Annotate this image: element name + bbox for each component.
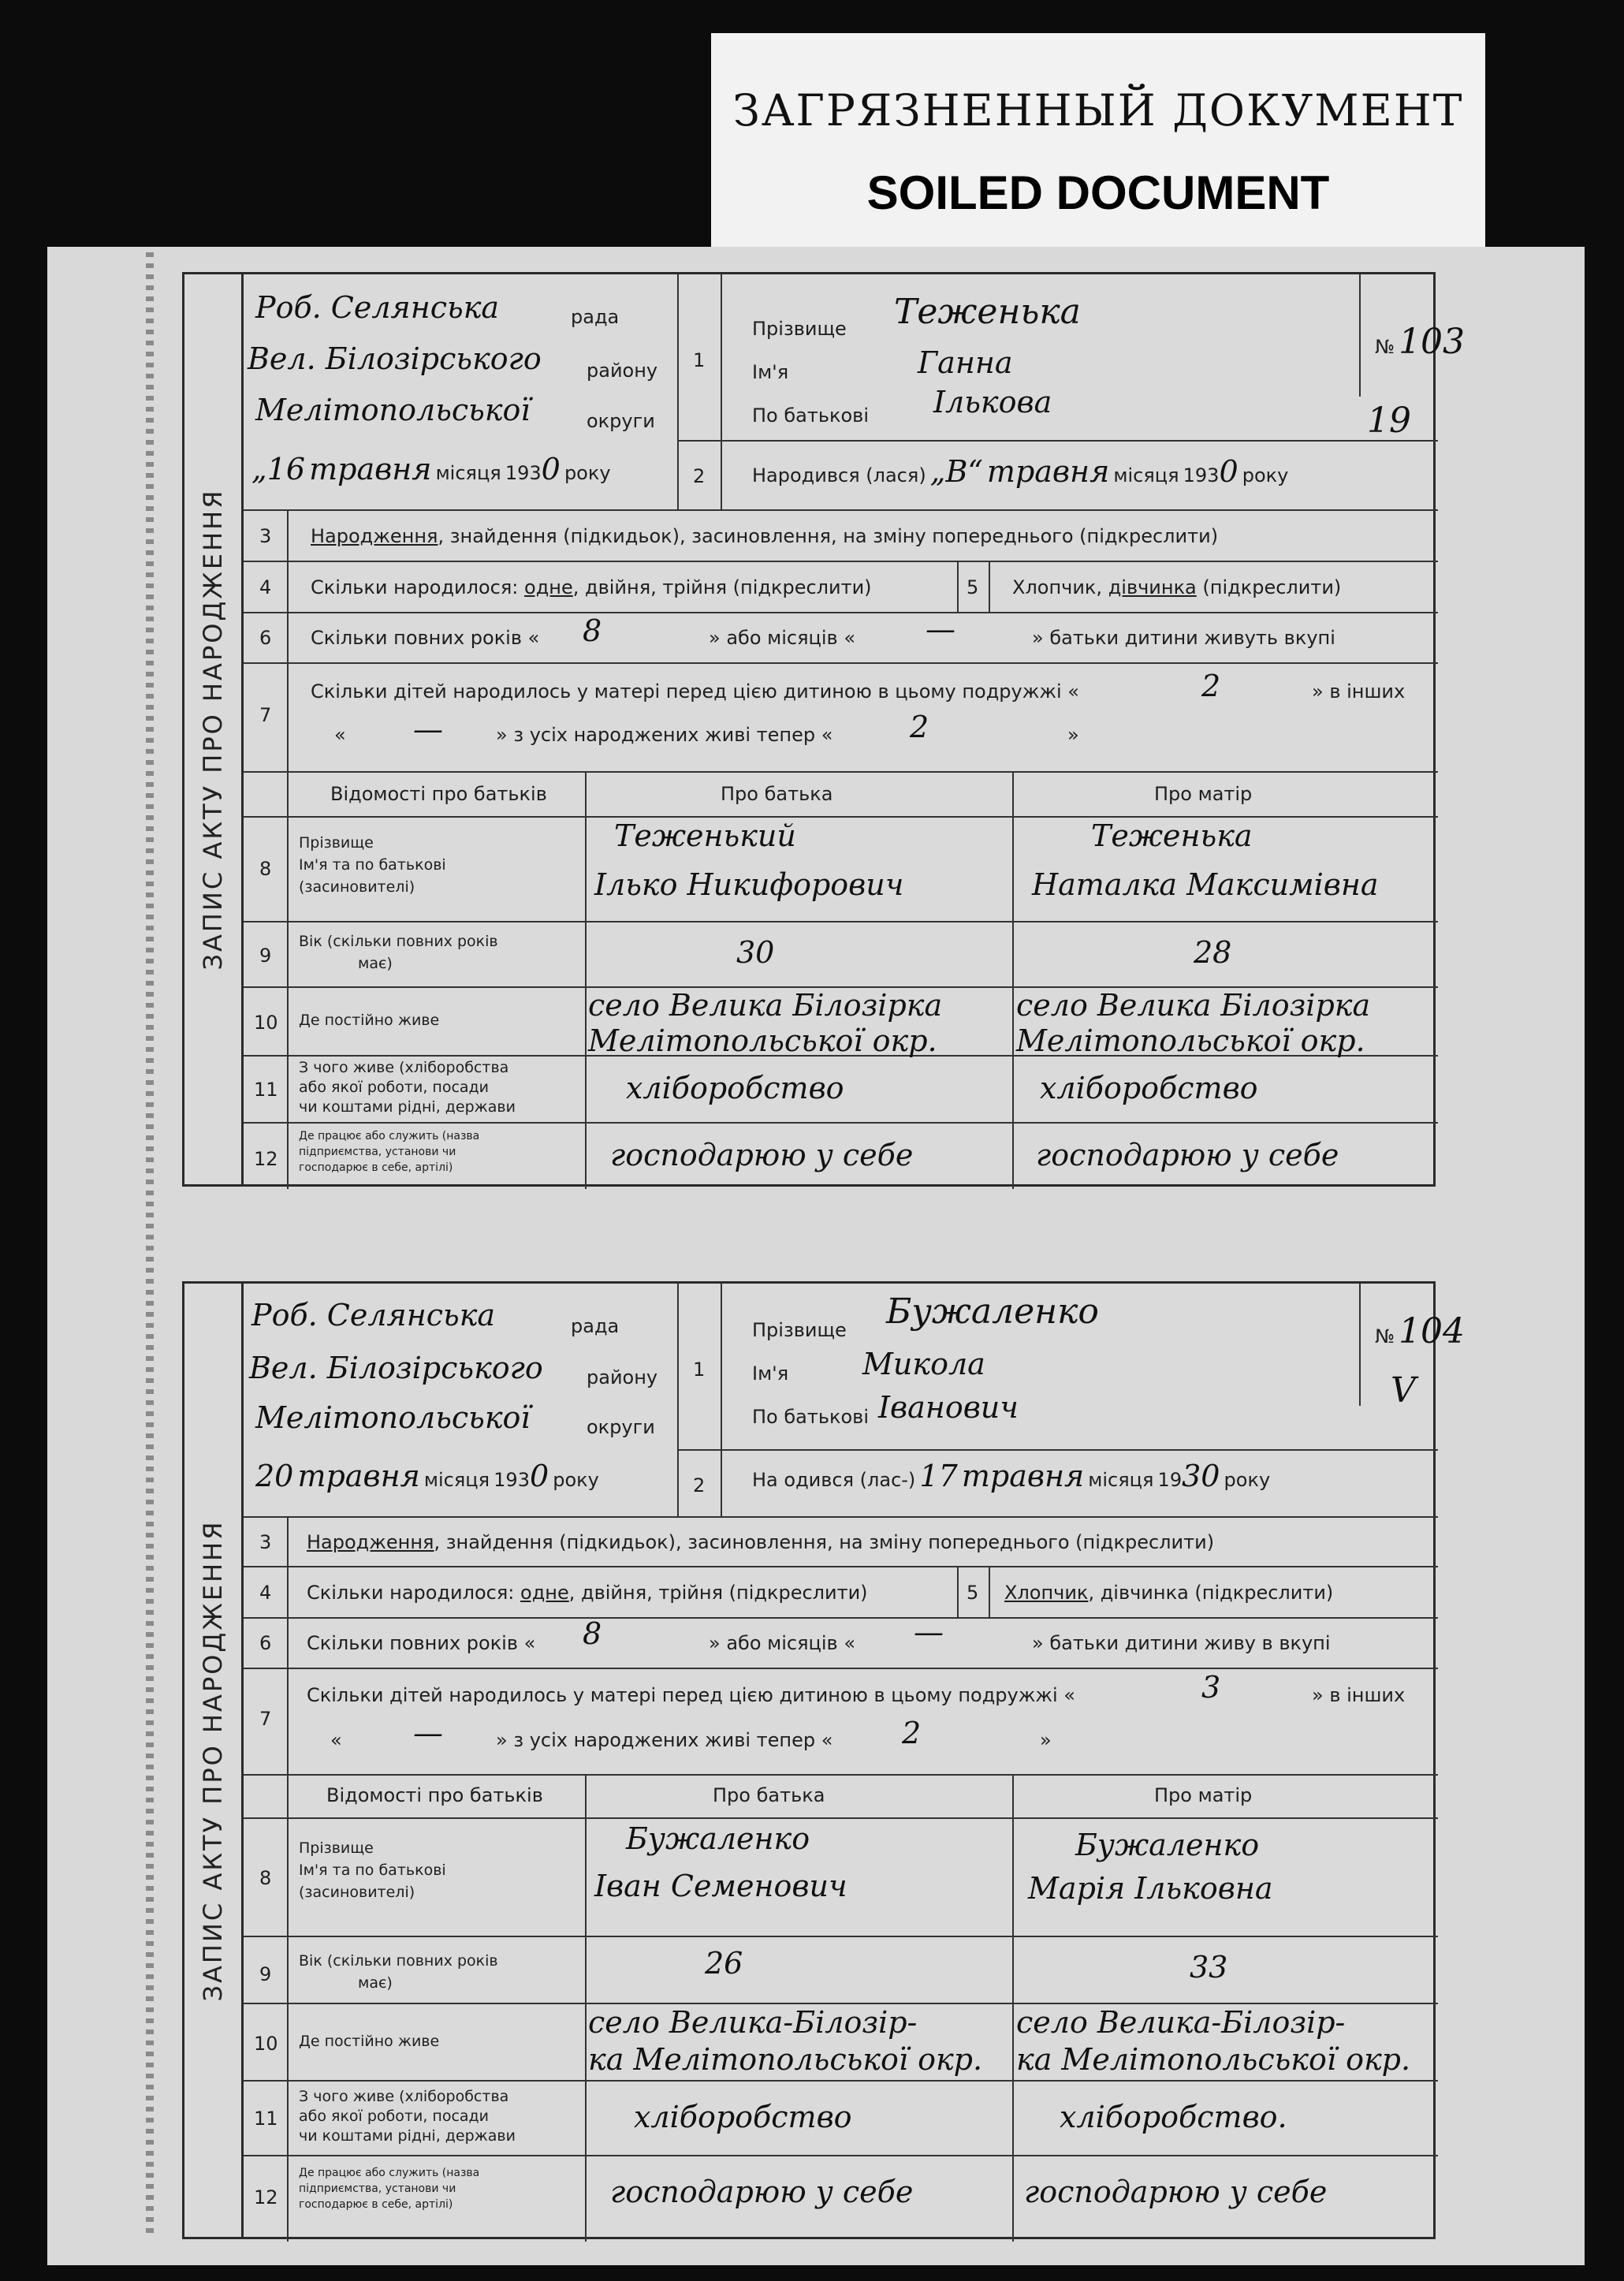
col-mother: Про матір	[1154, 1784, 1253, 1806]
divider	[677, 274, 679, 509]
birth-date: Народився (лася) „В“ травня місяця 1930 року	[752, 454, 1289, 489]
row-number: 12	[254, 1148, 278, 1170]
father-occupation: хліборобство	[634, 2100, 852, 2134]
row-number: 6	[259, 1632, 272, 1654]
father-residence-1: село Велика-Білозір-	[588, 2005, 918, 2040]
event-type: Народження, знайдення (підкидьок), засиновлення, на зміну попереднього (підкреслити)	[311, 525, 1219, 547]
row-number: 8	[259, 858, 272, 880]
mother-surname: Теженька	[1091, 818, 1253, 853]
divider	[585, 1774, 587, 2242]
col-info: Відомості про батьків	[326, 1784, 543, 1806]
divider	[244, 612, 1438, 613]
row-number: 4	[259, 1582, 272, 1604]
mother-occupation: хліборобство.	[1060, 2100, 1287, 2134]
father-residence-2: Мелітопольської окр.	[588, 1023, 937, 1058]
row-number: 1	[693, 1359, 706, 1381]
children-other: —	[413, 1716, 443, 1750]
row-number: 3	[259, 525, 272, 547]
rada-label: рада	[571, 1315, 620, 1337]
father-occupation: хліборобство	[626, 1071, 844, 1105]
mother-occupation: хліборобство	[1040, 1071, 1258, 1105]
births-count: Скільки народилося: одне, двійня, трійня (підкреслити)	[311, 576, 872, 598]
col-father: Про батька	[721, 783, 833, 805]
row-number: 9	[259, 1963, 272, 1985]
name-label: Ім'я	[752, 1362, 789, 1385]
mother-surname: Бужаленко	[1075, 1828, 1260, 1862]
divider	[244, 2155, 1438, 2156]
divider	[677, 1449, 1438, 1451]
divider	[244, 1774, 1438, 1776]
patronymic-label: По батькові	[752, 404, 869, 427]
mother-name: Марія Ільковна	[1028, 1871, 1273, 1906]
divider	[244, 2003, 1438, 2004]
binding-holes	[146, 252, 154, 2239]
years-together: 8	[583, 1616, 602, 1651]
label-russian: ЗАГРЯЗНЕННЫЙ ДОКУМЕНТ	[732, 85, 1464, 136]
divider	[957, 1566, 959, 1617]
child-name: Микола	[862, 1347, 985, 1381]
row-number: 9	[259, 945, 272, 967]
father-residence-1: село Велика Білозірка	[588, 988, 943, 1023]
divider	[721, 274, 722, 509]
row-number: 10	[254, 1012, 278, 1034]
mother-residence-2: ка Мелітопольської окр.	[1016, 2042, 1411, 2077]
divider	[244, 1817, 1438, 1819]
rada-value: Роб. Селянська	[251, 1298, 496, 1332]
father-surname: Бужаленко	[626, 1821, 810, 1856]
divider	[244, 2080, 1438, 2082]
children-in-marriage: 3	[1201, 1670, 1221, 1705]
surname-label: Прізвище	[752, 318, 847, 340]
child-name: Ганна	[918, 345, 1013, 380]
divider	[721, 1284, 722, 1516]
col-mother: Про матір	[1154, 783, 1253, 805]
okruga-label: округи	[587, 410, 655, 432]
divider	[1359, 1284, 1361, 1406]
divider	[1012, 1774, 1014, 2242]
children-alive: 2	[902, 1716, 922, 1750]
mother-residence-1: село Велика Білозірка	[1016, 988, 1371, 1023]
mother-age: 28	[1194, 935, 1232, 970]
event-type: Народження, знайдення (підкидьок), засиновлення, на зміну попереднього (підкреслити)	[307, 1531, 1215, 1553]
mother-workplace: господарюю у себе	[1024, 2175, 1328, 2209]
months-together: —	[914, 1615, 944, 1649]
date-day: 16	[266, 452, 306, 486]
birth-day: 17	[919, 1459, 958, 1493]
surname-label: Прізвище	[752, 1319, 847, 1341]
row-number: 4	[259, 576, 272, 598]
row-number: 5	[967, 576, 979, 598]
children-other: —	[413, 712, 443, 747]
child-patronymic: Ількова	[933, 385, 1052, 419]
mother-residence-2: Мелітопольської окр.	[1016, 1023, 1365, 1058]
child-surname: Теженька	[894, 292, 1081, 332]
birth-record-104: ЗАПИС АКТУ ПРО НАРОДЖЕННЯ Роб. Селянська рада Вел. Білозірського району Мелітопольської округи 20 травня місяця 1930 року 1 Прізвище Бужаленко Ім'я Микола По батькові Іванович № 104 V 2 На одився (лас-) 17 травня місяця 1930 року 3 Народження, знайдення (підкидьок), засиновлення, на зміну попереднього (підкреслити) 4 Скільки народилося: одне, двійня, трійня (підкреслити) 5 Хлопчик, дівчинка (підкреслити) 6 Скільки повних років « 8 » або місяців « — » батьки дитини живу в вкупі 7 Скільки дітей народилось у матері перед цією дитиною в цьому подружжі « 3 » в інших « — » з усіх народжених живі тепер « 2 » Відомості про батьків Про батька Про матір 8 Прізвище Ім'я та по батькові (засиновителі) Бужаленко Іван Семенович Бужаленко Марія Ільковна 9 Вік (скільки повних років має) 26 33 10 Де постійно живе село Велика-Білозір- ка Мелітопольської окр. село Велика-Білозір- ка Мелітопольської окр. 11 З чого живе (хліборобства або якої роботи, посади чи коштами рідні, держави хліборобство хліборобство. 12 Де працює або служить (назва підприємства, установи чи господарює в себе, артілі) господарюю у себе господарюю у себе	[182, 1281, 1436, 2239]
birth-month: травня	[961, 1459, 1085, 1493]
divider	[989, 1566, 990, 1617]
raion-value: Вел. Білозірського	[249, 1351, 543, 1385]
rada-value: Роб. Селянська	[255, 290, 500, 325]
father-name: Ілько Никифорович	[594, 867, 904, 902]
row-number: 5	[967, 1582, 979, 1604]
row-number: 12	[254, 2186, 278, 2208]
row-number: 3	[259, 1531, 272, 1553]
birth-record-103: ЗАПИС АКТУ ПРО НАРОДЖЕННЯ Роб. Селянська рада Вел. Білозірського району Мелітопольської округи „16 травня місяця 1930 року 1 Прізвище Теженька Ім'я Ганна По батькові Ількова № 103 19 2 Народився (лася) „В“ травня місяця 1930 року 3 Народження, знайдення (підкидьок), засиновлення, на зміну попереднього (підкреслити) 4 Скільки народилося: одне, двійня, трійня (підкреслити) 5 Хлопчик, дівчинка (підкреслити) 6 Скільки повних років « 8 » або місяців « — » батьки дитини живуть вкупі 7 Скільки дітей народилось у матері перед цією дитиною в цьому подружжі « 2 » в інших « — » з усіх народжених живі тепер « 2 » Відомості про батьків Про батька Про матір 8 Прізвище Ім'я та по батькові (засиновителі) Теженький Ілько Никифорович Теженька Наталка Максимівна 9 Вік (скільки повних років має) 30 28 10 Де постійно живе село Велика Білозірка Мелітопольської окр. село Велика Білозірка Мелітопольської окр. 11 З чого живе (хліборобства або якої роботи, посади чи коштами рідні, держави хліборобство хліборобство 12 Де працює або служить (назва підприємства, установи чи господарює в себе, артілі) господарюю у себе господарюю у себе	[182, 272, 1436, 1187]
okruga-label: округи	[587, 1416, 655, 1438]
mother-workplace: господарюю у себе	[1036, 1138, 1339, 1172]
row-number: 11	[254, 2108, 278, 2130]
record-number: № 103	[1375, 322, 1466, 362]
father-age: 26	[705, 1946, 743, 1981]
divider	[1359, 274, 1361, 397]
row-number: 11	[254, 1079, 278, 1101]
child-surname: Бужаленко	[886, 1291, 1099, 1332]
divider	[677, 1284, 679, 1516]
patronymic-label: По батькові	[752, 1406, 869, 1428]
raion-label: району	[587, 360, 658, 382]
births-count: Скільки народилося: одне, двійня, трійня (підкреслити)	[307, 1582, 868, 1604]
months-together: —	[926, 612, 955, 647]
divider	[244, 561, 1438, 562]
child-patronymic: Іванович	[878, 1390, 1019, 1425]
father-name: Іван Семенович	[594, 1869, 847, 1903]
mother-residence-1: село Велика-Білозір-	[1016, 2005, 1346, 2040]
registration-date: 20 травня місяця 1930 року	[255, 1459, 599, 1493]
divider	[244, 1516, 1438, 1518]
row-number: 6	[259, 627, 272, 649]
father-workplace: господарюю у себе	[610, 1138, 914, 1172]
corner-note: V	[1391, 1370, 1416, 1411]
raion-value: Вел. Білозірського	[248, 341, 542, 376]
father-surname: Теженький	[614, 818, 796, 853]
divider	[989, 561, 990, 612]
row-number: 2	[693, 465, 706, 487]
date-month: травня	[309, 452, 432, 486]
birth-month: травня	[986, 454, 1110, 489]
divider	[244, 662, 1438, 664]
record-side-title: ЗАПИС АКТУ ПРО НАРОДЖЕННЯ	[184, 1284, 244, 2237]
col-info: Відомості про батьків	[330, 783, 547, 805]
divider	[244, 509, 1438, 511]
divider	[244, 816, 1438, 818]
record-side-title: ЗАПИС АКТУ ПРО НАРОДЖЕННЯ	[184, 274, 244, 1184]
label-english: SOILED DOCUMENT	[866, 166, 1330, 219]
years-together: 8	[583, 613, 602, 648]
row-number: 8	[259, 1867, 272, 1889]
mother-age: 33	[1190, 1950, 1228, 1985]
father-age: 30	[736, 935, 775, 970]
okruga-value: Мелітопольської	[255, 1400, 531, 1435]
divider	[287, 1516, 289, 2242]
record-number: № 104	[1375, 1311, 1466, 1351]
row-number: 2	[693, 1474, 706, 1496]
divider	[244, 1566, 1438, 1567]
row-number: 7	[259, 704, 272, 726]
row-number: 1	[693, 349, 706, 371]
birth-date: На одився (лас-) 17 травня місяця 1930 року	[752, 1459, 1271, 1493]
corner-note: 19	[1367, 401, 1411, 441]
col-father: Про батька	[713, 1784, 825, 1806]
soiled-document-label	[711, 33, 1485, 249]
birth-day: „В“	[929, 454, 983, 489]
father-residence-2: ка Мелітопольської окр.	[588, 2042, 983, 2077]
divider	[244, 771, 1438, 773]
divider	[244, 1617, 1438, 1619]
child-sex: Хлопчик, дівчинка (підкреслити)	[1012, 576, 1342, 598]
row-number: 7	[259, 1708, 272, 1730]
father-workplace: господарюю у себе	[610, 2175, 914, 2209]
mother-name: Наталка Максимівна	[1032, 867, 1379, 902]
child-sex: Хлопчик, дівчинка (підкреслити)	[1004, 1582, 1334, 1604]
name-label: Ім'я	[752, 361, 789, 383]
children-in-marriage: 2	[1201, 669, 1221, 703]
raion-label: району	[587, 1366, 658, 1388]
divider	[1012, 771, 1014, 1189]
divider	[244, 1122, 1438, 1124]
children-alive: 2	[910, 710, 929, 744]
divider	[957, 561, 959, 612]
divider	[244, 921, 1438, 922]
date-month: травня	[297, 1459, 420, 1493]
divider	[244, 1936, 1438, 1937]
divider	[244, 1668, 1438, 1669]
okruga-value: Мелітопольської	[255, 393, 531, 427]
date-day: 20	[255, 1459, 294, 1493]
divider	[677, 440, 1438, 442]
rada-label: рада	[571, 306, 620, 328]
registration-date: „16 травня місяця 1930 року	[251, 452, 611, 486]
divider	[287, 509, 289, 1189]
row-number: 10	[254, 2033, 278, 2055]
divider	[585, 771, 587, 1189]
